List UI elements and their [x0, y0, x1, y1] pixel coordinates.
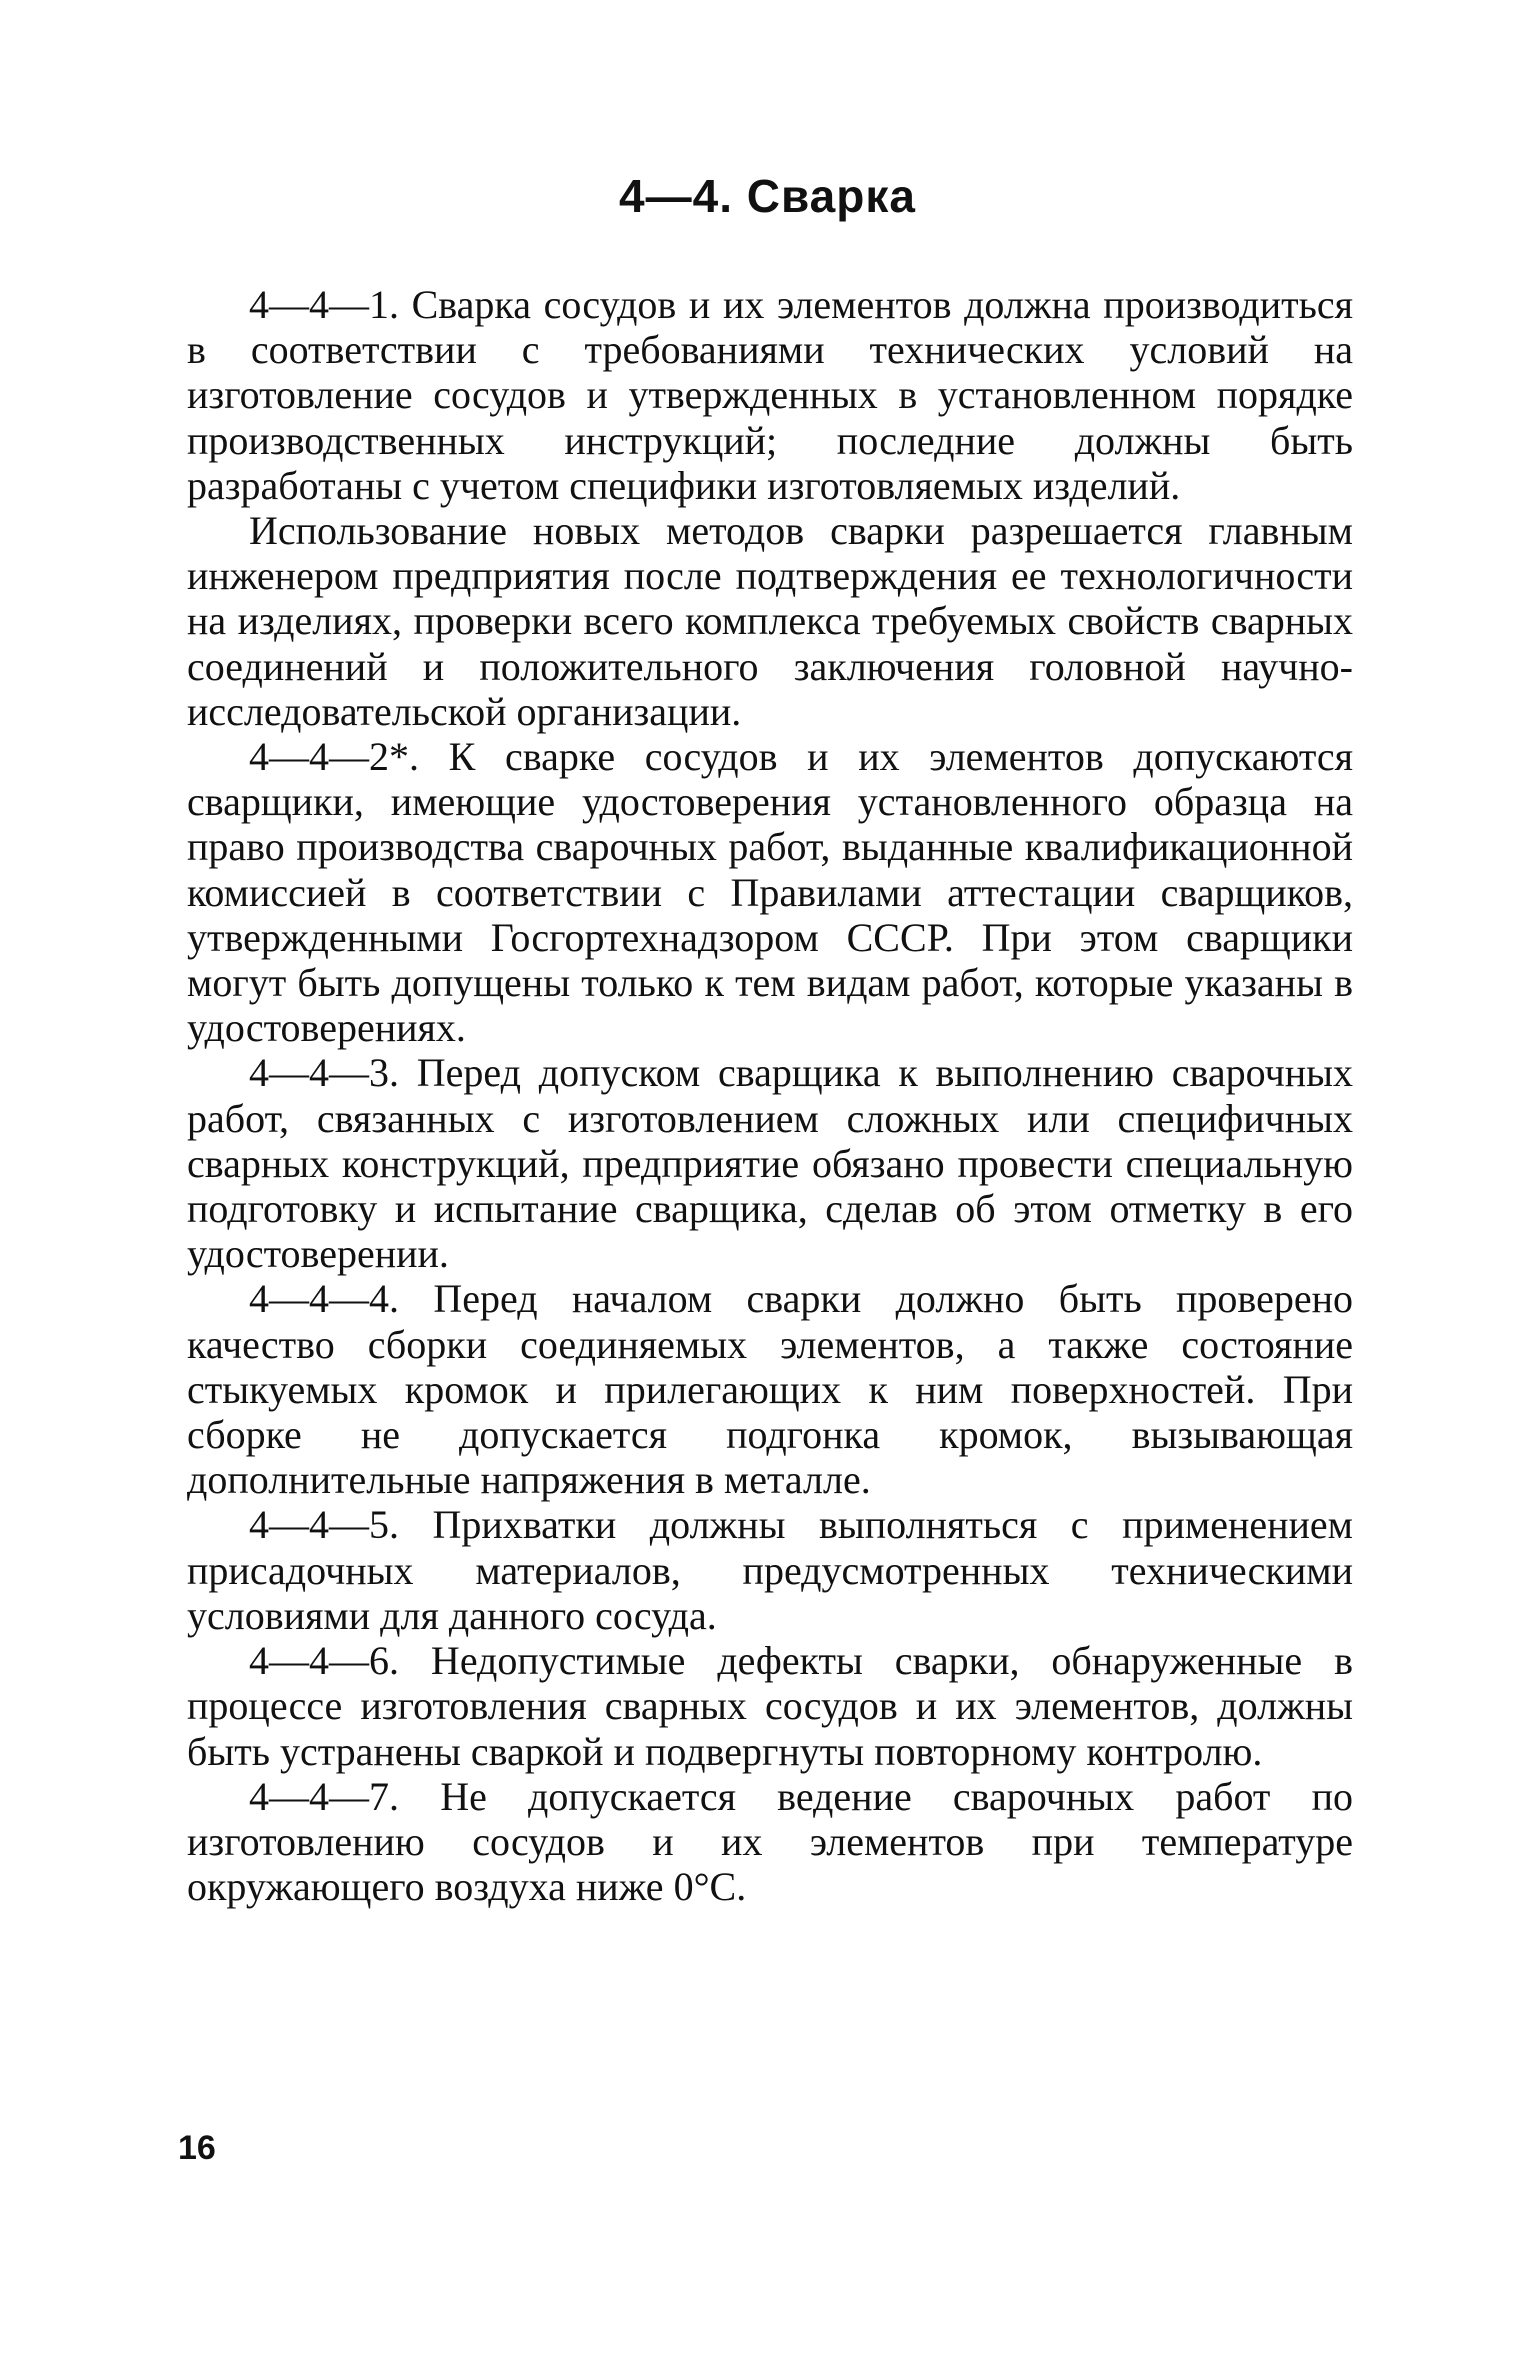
paragraph-4-4-3: 4—4—3. Перед допуском сварщика к выполнению сварочных работ, связанных с изготовлением сложных или специфичных сварных конструкций, предприятие обязано провести специальную подготовку и испытание сварщика, сделав об этом отметку в его удостоверении.	[187, 1050, 1353, 1277]
paragraph-4-4-2: 4—4—2*. К сварке сосудов и их элементов допускаются сварщики, имеющие удостоверения установленного образца на право производства сварочных работ, выданные квалификационной комиссией в соответствии с Правилами аттестации сварщиков, утвержденными Госгортехнадзором СССР. При этом сварщики могут быть допущены только к тем видам работ, которые указаны в удостоверениях.	[187, 734, 1353, 1051]
paragraph-4-4-1: 4—4—1. Сварка сосудов и их элементов должна производиться в соответствии с требованиями технических условий на изготовление сосудов и утвержденных в установленном порядке производственных инструкций; последние должны быть разработаны с учетом специфики изготовляемых изделий.	[187, 282, 1353, 508]
section-title: 4—4. Сварка	[619, 170, 916, 222]
section-body	[187, 282, 1353, 1909]
paragraph-4-4-4: 4—4—4. Перед началом сварки должно быть проверено качество сборки соединяемых элементов, а также состояние стыкуемых кромок и прилегающих к ним поверхностей. При сборке не допускается подгонка кромок, вызывающая дополнительные напряжения в металле.	[187, 1276, 1353, 1503]
paragraph-4-4-5: 4—4—5. Прихватки должны выполняться с применением присадочных материалов, предусмотренных техническими условиями для данного сосуда.	[187, 1502, 1353, 1638]
paragraph-4-4-6: 4—4—6. Недопустимые дефекты сварки, обнаруженные в процессе изготовления сварных сосудов и их элементов, должны быть устранены сваркой и подвергнуты повторному контролю.	[187, 1638, 1353, 1774]
paragraph-new-methods: Использование новых методов сварки разрешается главным инженером предприятия после подтверждения ее технологичности на изделиях, проверки всего комплекса требуемых свойств сварных соединений и положительного заключения головной научно-исследовательской организации.	[187, 508, 1353, 734]
paragraph-4-4-7: 4—4—7. Не допускается ведение сварочных работ по изготовлению сосудов и их элементов при температуре окружающего воздуха ниже 0°С.	[187, 1773, 1353, 1910]
page-number: 16	[178, 2129, 216, 2167]
